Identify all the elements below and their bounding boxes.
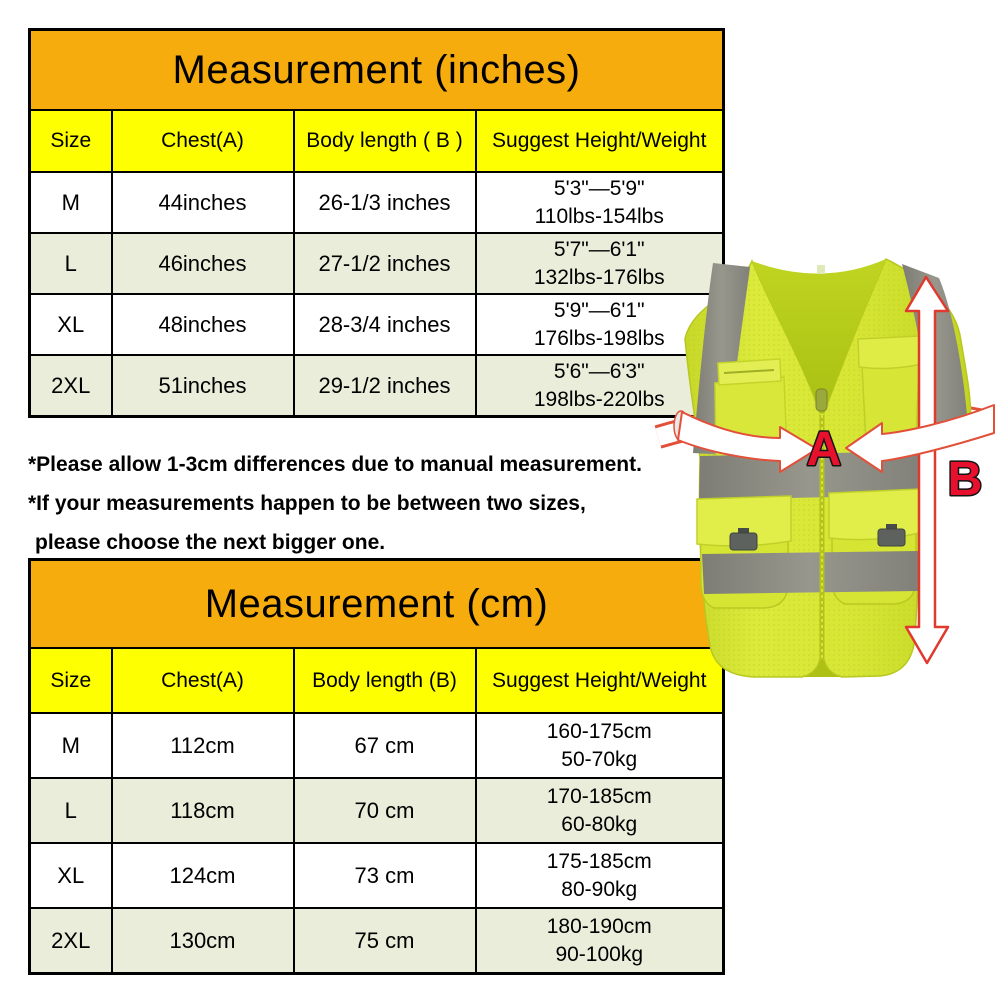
col-header-size: Size (30, 110, 112, 172)
table-title: Measurement (inches) (30, 30, 724, 111)
height-range: 5'6"—6'3" (553, 359, 645, 383)
body-length-cell: 26-1/3 inches (294, 172, 476, 233)
size-cell: 2XL (30, 355, 112, 417)
size-cell: XL (30, 294, 112, 355)
chest-cell: 124cm (112, 843, 294, 908)
size-cell: L (30, 233, 112, 294)
height-range: 5'9"—6'1" (553, 298, 645, 322)
safety-vest-image (652, 243, 1000, 705)
neck-tag (817, 265, 825, 274)
body-length-cell: 27-1/2 inches (294, 233, 476, 294)
chest-cell: 44inches (112, 172, 294, 233)
col-header-chest: Chest(A) (112, 648, 294, 713)
size-row-l (30, 778, 724, 843)
label-a: A (806, 423, 842, 476)
col-header-body-length: Body length (B) (294, 648, 476, 713)
note-line-2: *If your measurements happen to be between two sizes, (28, 492, 586, 515)
zipper-pull (816, 389, 827, 411)
chest-cell: 48inches (112, 294, 294, 355)
height-range: 5'3"—5'9" (553, 176, 645, 200)
size-row-l (30, 233, 724, 294)
size-row-m (30, 172, 724, 233)
height-range: 175-185cm (546, 849, 652, 873)
weight-range: 80-90kg (561, 877, 638, 901)
measurement-inches-table (28, 28, 725, 418)
col-header-body-length: Body length ( B ) (294, 110, 476, 172)
body-length-cell: 70 cm (294, 778, 476, 843)
weight-range: 60-80kg (561, 812, 638, 836)
chest-cell: 118cm (112, 778, 294, 843)
label-b: B (947, 453, 983, 506)
size-cell: M (30, 172, 112, 233)
height-weight-cell (476, 172, 724, 233)
weight-range: 198lbs-220lbs (533, 387, 665, 411)
weight-range: 90-100kg (555, 942, 644, 966)
measurement-cm-table (28, 558, 725, 975)
size-row-m (30, 713, 724, 778)
col-header-size: Size (30, 648, 112, 713)
col-header-height-weight: Suggest Height/Weight (476, 110, 724, 172)
size-row-xl (30, 294, 724, 355)
height-range: 180-190cm (546, 914, 652, 938)
body-length-cell: 75 cm (294, 908, 476, 974)
chest-cell: 112cm (112, 713, 294, 778)
size-cell: M (30, 713, 112, 778)
table-title: Measurement (cm) (30, 560, 724, 649)
note-line-3: please choose the next bigger one. (35, 531, 386, 554)
size-row-2xl (30, 355, 724, 417)
chest-cell: 51inches (112, 355, 294, 417)
column-header-row (30, 648, 724, 713)
note-line-1: *Please allow 1-3cm differences due to manual measurement. (28, 453, 642, 476)
height-weight-cell (476, 778, 724, 843)
height-range: 5'7"—6'1" (553, 237, 645, 261)
height-weight-cell (476, 843, 724, 908)
size-row-xl (30, 843, 724, 908)
body-length-cell: 73 cm (294, 843, 476, 908)
chest-cell: 130cm (112, 908, 294, 974)
weight-range: 110lbs-154lbs (534, 204, 664, 228)
weight-range: 176lbs-198lbs (533, 326, 665, 350)
safety-vest-diagram (652, 243, 1000, 705)
body-length-cell: 28-3/4 inches (294, 294, 476, 355)
size-row-2xl (30, 908, 724, 974)
column-header-row (30, 110, 724, 172)
col-header-height-weight: Suggest Height/Weight (476, 648, 724, 713)
chest-cell: 46inches (112, 233, 294, 294)
body-length-cell: 29-1/2 inches (294, 355, 476, 417)
weight-range: 132lbs-176lbs (533, 265, 665, 289)
height-range: 160-175cm (546, 719, 652, 743)
height-weight-cell (476, 713, 724, 778)
size-cell: XL (30, 843, 112, 908)
table-title-row (30, 560, 724, 649)
body-length-cell: 67 cm (294, 713, 476, 778)
measurement-notes (28, 452, 718, 569)
right-chest-pocket (858, 336, 922, 442)
table-title-row (30, 30, 724, 111)
weight-range: 50-70kg (561, 747, 638, 771)
right-pocket-flap (829, 489, 920, 540)
lower-reflective-band (702, 551, 918, 594)
size-cell: L (30, 778, 112, 843)
col-header-chest: Chest(A) (112, 110, 294, 172)
height-weight-cell (476, 908, 724, 974)
size-cell: 2XL (30, 908, 112, 974)
height-range: 170-185cm (546, 784, 652, 808)
